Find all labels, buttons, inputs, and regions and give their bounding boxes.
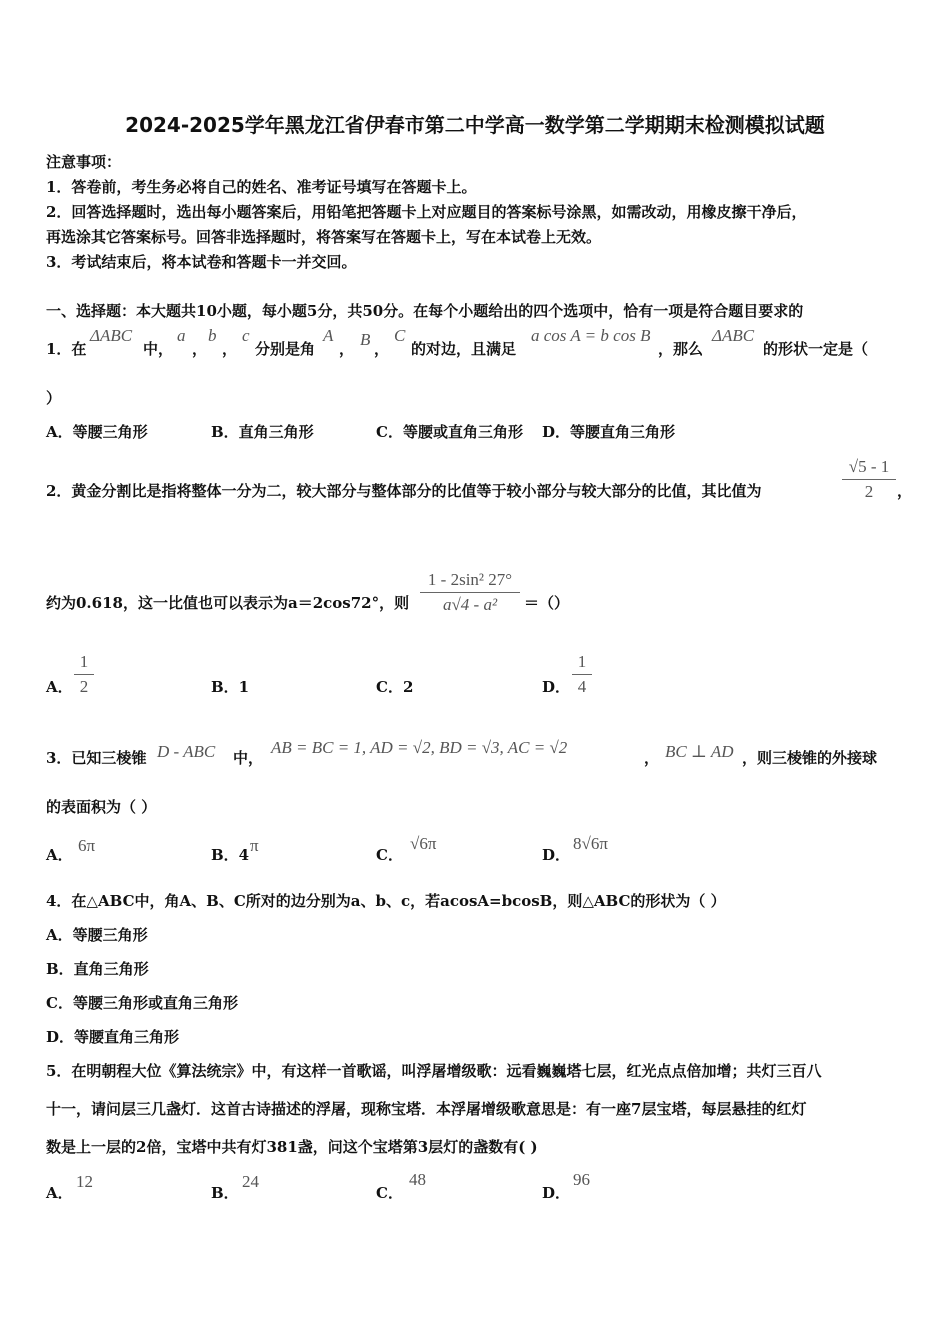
q5-option-value: 12 [76, 1172, 93, 1191]
q1-text: 中， [143, 340, 174, 358]
q3-option-value: π [250, 836, 259, 855]
q1-var-b: b [208, 326, 217, 345]
page-title: 2024-2025学年黑龙江省伊春市第二中学高一数学第二学期期末检测模拟试题 [125, 113, 825, 137]
notice-item: 3．考试结束后，将本试卷和答题卡一并交回。 [46, 253, 357, 271]
q1-text: ） [46, 389, 62, 407]
q1-var-a: a [177, 326, 186, 345]
option[interactable]: C． [376, 846, 403, 864]
fraction-bar [420, 592, 520, 593]
q3-pyramid: D - ABC [157, 742, 216, 761]
option[interactable]: B． [211, 1184, 239, 1202]
q1-angle-c: C [394, 326, 406, 345]
q2-tail: ＝（） [524, 594, 570, 612]
option[interactable]: C．2 [376, 678, 414, 696]
q4-stem: 4．在△ABC中，角A、B、C所对的边分别为a、b、c，若acosA=bcosB，则△ABC的形状为（ ） [46, 892, 726, 910]
q5-stem: 数是上一层的2倍，宝塔中共有灯381盏，问这个宝塔第3层灯的盏数有( ) [46, 1138, 538, 1156]
q3-text: 的表面积为（ ） [46, 798, 157, 816]
q3-option-value: 8√6π [573, 834, 608, 853]
option[interactable]: A． [46, 1184, 73, 1202]
q3-option-value: 6π [78, 836, 96, 855]
option[interactable]: B．直角三角形 [211, 423, 314, 441]
q2-golden-ratio [842, 457, 896, 502]
notice-item: 再选涂其它答案标号。回答非选择题时，将答案写在答题卡上，写在本试卷上无效。 [46, 228, 602, 246]
q1-triangle: ΔABC [712, 326, 755, 345]
q2-option-a-fraction: 1 2 [74, 652, 94, 697]
q1-var-c: c [242, 326, 250, 345]
q2-stem: 2．黄金分割比是指将整体一分为二，较大部分与整体部分的比值等于较小部分与较大部分的比值，其比值为 [46, 482, 762, 500]
option[interactable]: D．等腰直角三角形 [542, 423, 676, 441]
option[interactable]: A． [46, 846, 73, 864]
option[interactable]: D． [542, 846, 571, 864]
option[interactable]: C．等腰三角形或直角三角形 [46, 994, 238, 1012]
option[interactable]: A．等腰三角形 [46, 423, 148, 441]
notice-item: 2．回答选择题时，选出每小题答案后，用铅笔把答题卡上对应题目的答案标号涂黑，如需改动，用橡皮擦干净后， [46, 203, 807, 221]
option[interactable]: C． [376, 1184, 403, 1202]
q1-condition: a cos A = b cos B [531, 326, 651, 345]
q2-stem: 约为0.618，这一比值也可以表示为a＝2cos72°，则 [46, 594, 410, 612]
section-heading: 一、选择题：本大题共10小题，每小题5分，共50分。在每个小题给出的四个选项中，恰有一项是符合题目要求的 [46, 302, 804, 320]
q3-text: 中， [233, 749, 264, 767]
notice-item: 1．答卷前，考生务必将自己的姓名、准考证号填写在答题卡上。 [46, 178, 477, 196]
option[interactable]: A． [46, 678, 73, 696]
q2-expr-numerator: 1 - 2sin² 27° [427, 570, 513, 589]
fraction-bar [842, 479, 896, 480]
q5-option-value: 96 [573, 1170, 590, 1189]
option[interactable]: D． [542, 1184, 571, 1202]
q1-angle-b: B [360, 330, 371, 349]
q2-expr-denominator: a√4 - a² [442, 595, 498, 614]
option[interactable]: D．等腰直角三角形 [46, 1028, 180, 1046]
q1-number: 1．在 [46, 340, 87, 358]
q2-option-d-fraction: 1 4 [572, 652, 592, 697]
q2-expression [420, 570, 520, 615]
q1-text: ，那么 [658, 340, 704, 358]
q3-conditions: AB = BC = 1, AD = √2, BD = √3, AC = √2 [271, 738, 568, 757]
q1-text: 的对边，且满足 [411, 340, 517, 358]
option[interactable]: B．直角三角形 [46, 960, 149, 978]
q2-ratio-denominator: 2 [864, 482, 874, 501]
notice-heading: 注意事项： [46, 153, 122, 171]
q1-text: 分别是角 [255, 340, 316, 358]
q2-ratio-numerator: √5 - 1 [848, 457, 890, 476]
option[interactable]: C．等腰或直角三角形 [376, 423, 523, 441]
q3-number: 3．已知三棱锥 [46, 749, 147, 767]
q5-option-value: 48 [409, 1170, 426, 1189]
q1-triangle: ΔABC [90, 326, 133, 345]
q3-text: ，则三棱锥的外接球 [742, 749, 878, 767]
option[interactable]: A．等腰三角形 [46, 926, 148, 944]
q5-stem: 十一，请问层三几盏灯．这首古诗描述的浮屠，现称宝塔．本浮屠增级歌意思是：有一座7层宝塔，每层悬挂的红灯 [46, 1100, 807, 1118]
q3-perpendicular: BC ⊥ AD [665, 742, 734, 761]
option[interactable]: B．1 [211, 678, 250, 696]
q3-option-value: √6π [410, 834, 437, 853]
q5-stem: 5．在明朝程大位《算法统宗》中，有这样一首歌谣，叫浮屠增级歌：远看巍巍塔七层，红光点点倍加增；共灯三百八 [46, 1062, 822, 1080]
q5-option-value: 24 [242, 1172, 259, 1191]
q1-text: 的形状一定是（ [763, 340, 869, 358]
option[interactable]: D． [542, 678, 571, 696]
q1-angle-a: A [323, 326, 334, 345]
option[interactable]: B．4 [211, 846, 250, 864]
